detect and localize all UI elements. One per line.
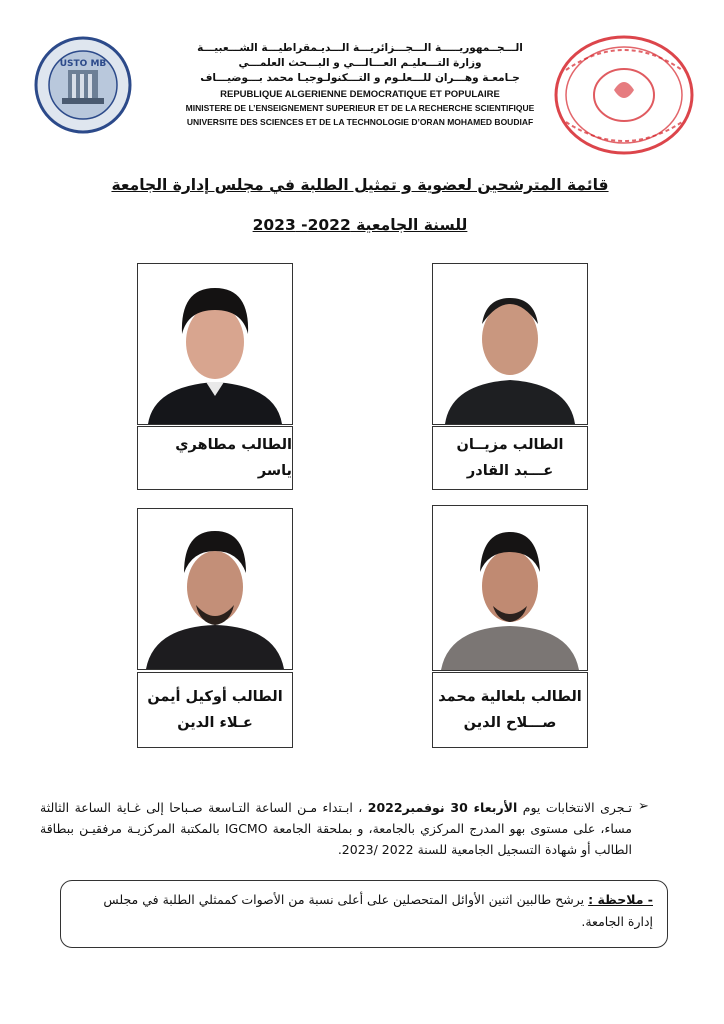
- candidate-given-name: عـــبد القادر: [466, 463, 554, 479]
- note-box: [60, 880, 668, 948]
- header-university-ar: جـامعـة وهـــران للـــعلـوم و التـــكنولـوجيـا محمد بـــوضيـــاف: [200, 72, 520, 84]
- candidate-name: الطالب مزيــان: [456, 437, 564, 453]
- candidate-name-box: [432, 672, 588, 748]
- header-country-fr: REPUBLIQUE ALGERIENNE DEMOCRATIQUE ET POPULAIRE: [220, 89, 500, 100]
- candidate-photo: [432, 505, 588, 671]
- header-country-ar: الـــجــمهوريـــــة الـــجـــزائريـــة الـــديـمقراطيـــة الشـــعبيـــة: [197, 42, 523, 54]
- header-ministry-ar: وزارة التـــعليـم العـــالـــي و البـــحث العلمـــي: [238, 57, 482, 69]
- election-text-rest: ، ابـتداء مـن الساعة التـاسعة صـباحا إلى غـاية الساعة الثالثة مساء، على مستوى بهو المدرج المركزي بالجامعة، و بملحقة الجامعة IGCMO بالمكتبة المركزيـة مرفقيـن ببطاقة الطالب أو شهادة التسجيل الجامعية للسنة 2022 /2023.: [40, 800, 632, 857]
- candidate-photo: [432, 263, 588, 425]
- election-date: الأربعاء 30 نوفمبر2022: [367, 800, 518, 815]
- election-text-start: تـجرى الانتخابات يوم: [517, 800, 632, 815]
- candidate-name-box: [432, 426, 588, 490]
- election-details: [40, 797, 632, 860]
- note-text: يرشح طالبين اثنين الأوائل المتحصلين على أعلى نسبة من الأصوات كممثلي الطلبة في مجلس إدارة الجامعة.: [103, 892, 653, 929]
- candidate-name-box: [137, 672, 293, 748]
- candidate-photo: [137, 263, 293, 425]
- candidate-name: الطالب أوكيل أيمن: [147, 689, 283, 705]
- logo-acronym: USTO MB: [59, 59, 107, 69]
- university-logo: [28, 36, 138, 134]
- candidate-given-name: عـلاء الدين: [177, 715, 253, 731]
- official-stamp: [548, 30, 700, 160]
- document-title: قائمة المترشحين لعضوية و تمثيل الطلبة في مجلس إدارة الجامعة: [111, 176, 609, 194]
- candidate-name: الطالب مطاهري ياسر: [175, 437, 292, 479]
- candidate-given-name: صـــلاح الدين: [463, 715, 557, 731]
- header-ministry-fr: MINISTERE DE L’ENSEIGNEMENT SUPERIEUR ET DE LA RECHERCHE SCIENTIFIQUE: [185, 103, 535, 113]
- academic-year: للسنة الجامعية 2022- 2023: [252, 216, 468, 234]
- candidate-name: الطالب بلعالية محمد: [438, 689, 582, 705]
- candidate-photo: [137, 508, 293, 670]
- candidate-name-box: [137, 426, 293, 490]
- header-university-fr: UNIVERSITE DES SCIENCES ET DE LA TECHNOLOGIE D’ORAN MOHAMED BOUDIAF: [186, 117, 534, 127]
- note-label: - ملاحظة :: [588, 892, 653, 907]
- arrow-bullet-icon: ➢: [638, 799, 649, 814]
